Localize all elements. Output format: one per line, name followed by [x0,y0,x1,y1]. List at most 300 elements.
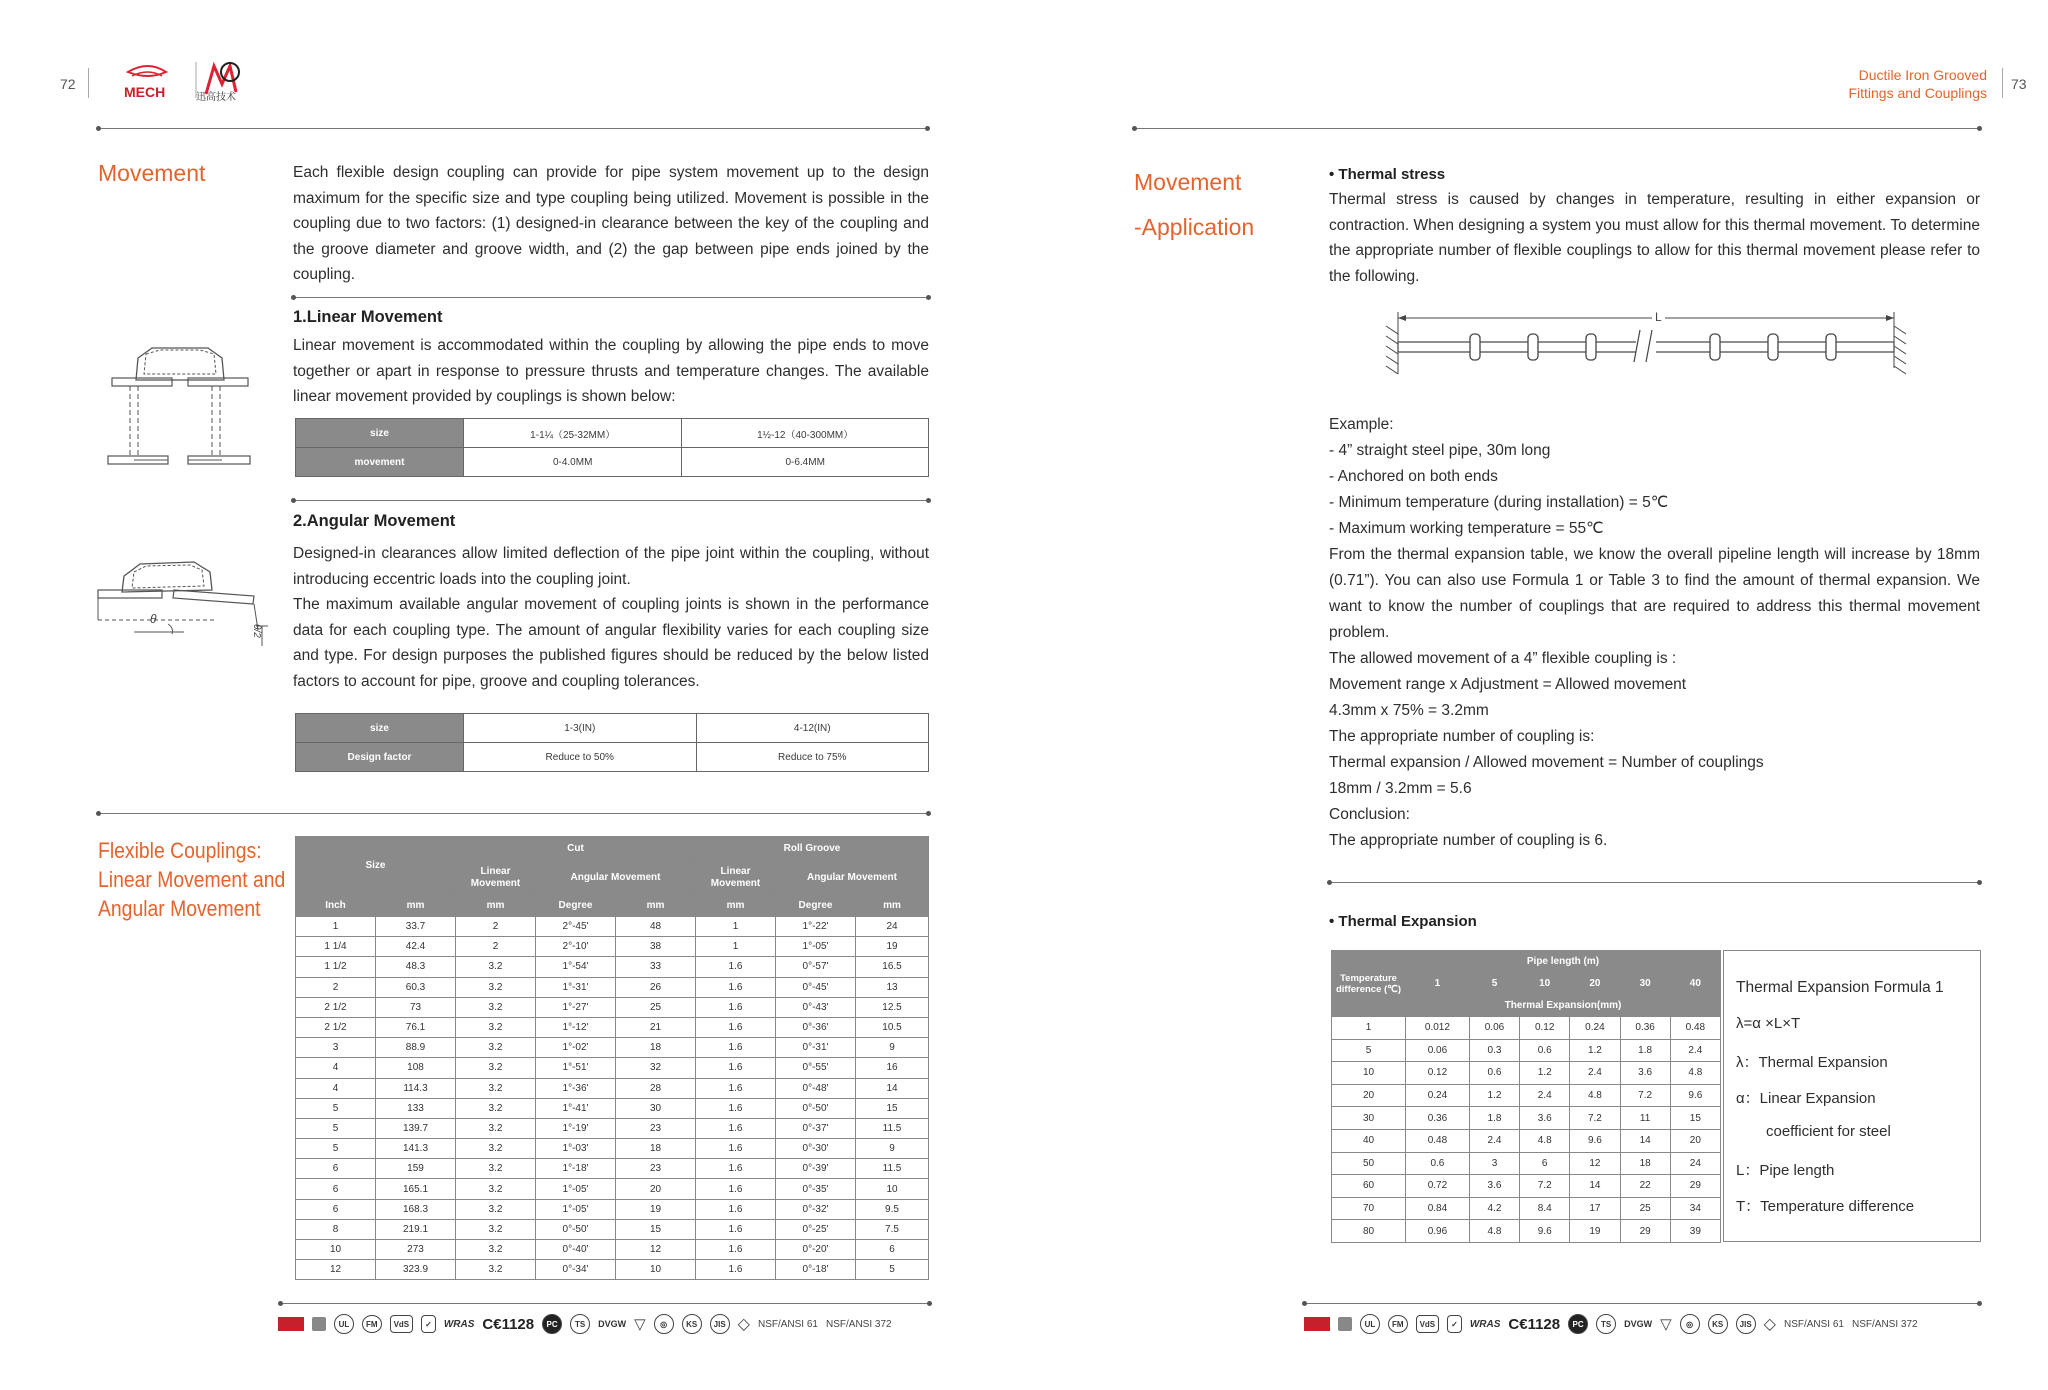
table-cell: 3.2 [456,1260,536,1280]
table-cell: 4.8 [1520,1129,1570,1152]
table-cell: 0.72 [1406,1175,1470,1198]
table-cell: 1.2 [1570,1039,1620,1062]
right-page [1024,0,2048,1390]
table-cell: 5 [1332,1039,1406,1062]
header-line: Ductile Iron Grooved [1858,67,1987,83]
thermal-stress-heading: • Thermal stress [1329,166,1446,183]
table-cell: 9.6 [1570,1129,1620,1152]
table-row [1332,1084,1721,1107]
table-cell: 29 [1620,1220,1670,1243]
table-cell: 3.2 [456,1219,536,1239]
example-line: - Maximum working temperature = 55℃ [1329,520,1604,537]
diagram-length-label: L [1652,310,1665,324]
table-row [296,1098,929,1118]
col-header: mm [616,895,696,917]
table-header-row [1332,951,1721,973]
col-header: mm [376,895,456,917]
table-cell: 3.2 [456,1199,536,1219]
example-line: 4.3mm x 75% = 3.2mm [1329,702,1489,719]
table-cell: 1°-02' [536,1038,616,1058]
table-cell: 0°-45' [776,977,856,997]
table-cell: 0°-48' [776,1078,856,1098]
table-cell: 22 [1620,1175,1670,1198]
table-row [296,1118,929,1138]
movement-heading: Movement [98,160,206,186]
table-cell: 10 [616,1260,696,1280]
ts-mark-icon: TS [570,1314,590,1334]
rule-linear [293,297,929,298]
table-cell: 29 [1670,1175,1720,1198]
table-cell: 7.2 [1570,1107,1620,1130]
table-cell: 1 1/4 [296,937,376,957]
table-cell: 4.2 [1469,1197,1519,1220]
table-cell: 1 [696,937,776,957]
thermal-expansion-heading: • Thermal Expansion [1329,913,1477,930]
table-cell: 6 [296,1159,376,1179]
table-cell: 0°-31' [776,1038,856,1058]
table-cell: movement [296,448,464,477]
triangle-mark-icon: ▽ [1660,1316,1672,1333]
table-cell: 159 [376,1159,456,1179]
example-line: The appropriate number of coupling is: [1329,728,1595,745]
table-cell: 26 [616,977,696,997]
table-cell: 1.6 [696,1179,776,1199]
table-row [1332,1197,1721,1220]
table-cell: 3 [296,1038,376,1058]
table-header-row [296,895,929,917]
col-header: 10 [1520,973,1570,995]
table-row [296,743,929,772]
table-cell: 7.2 [1520,1175,1570,1198]
right-header [1848,66,1987,102]
round-mark-icon: ◎ [1680,1314,1700,1334]
angular-movement-paragraph-2: The maximum available angular movement of coupling joints is shown in the performance data for each coupling type. The amount of angular flexibility varies for each coupling size and type. For design purposes the published figures should be reduced by the below listed factors to account for pipe, groove and coupling tolerances. [293,596,929,690]
table-cell: 42.4 [376,937,456,957]
table-cell: 19 [856,937,929,957]
table-cell: 23 [616,1159,696,1179]
page-number-left: 72 [60,76,76,92]
table-cell: 19 [1570,1220,1620,1243]
table-cell: 30 [616,1098,696,1118]
ks-mark-icon: KS [1708,1314,1728,1334]
table-cell: 1°-41' [536,1098,616,1118]
table-cell: 0°-43' [776,997,856,1017]
heading-line: Movement [1134,169,1242,195]
ce-mark-icon: C€1128 [482,1315,535,1333]
table-cell: 1 [696,917,776,937]
table-row [296,419,929,448]
table-cell: 14 [1570,1175,1620,1198]
table-cell: 1.8 [1469,1107,1519,1130]
table-row [296,957,929,977]
flag-icon [1304,1317,1330,1331]
table-cell: 11 [1620,1107,1670,1130]
table-cell: 2.4 [1670,1039,1720,1062]
table-cell: 3.2 [456,1240,536,1260]
table-cell: 1½-12（40-300MM） [682,419,929,448]
table-cell: 24 [856,917,929,937]
table-cell: 0°-18' [776,1260,856,1280]
table-cell: 0-4.0MM [464,448,682,477]
table-cell: 0.36 [1406,1107,1470,1130]
table-cell: 7.2 [1620,1084,1670,1107]
table-cell: 0.48 [1406,1129,1470,1152]
table-cell: 1.6 [696,1199,776,1219]
table-cell: 0°-55' [776,1058,856,1078]
table-cell: 1.6 [696,1078,776,1098]
table-cell: 1.6 [696,1139,776,1159]
table-cell: 1.6 [696,1058,776,1078]
table-row [296,1219,929,1239]
table-cell: 3.2 [456,1078,536,1098]
fm-approved-icon: FM [1388,1315,1408,1333]
flex-couplings-table [295,836,929,1280]
table-cell: 6 [296,1179,376,1199]
formula-line: α：Linear Expansion [1736,1090,1876,1107]
table-row [1332,1175,1721,1198]
bottom-rule-left [280,1303,930,1304]
table-cell: 1.6 [696,1118,776,1138]
wras-icon: WRAS [1469,1318,1501,1330]
table-cell: 1°-27' [536,997,616,1017]
table-cell: 88.9 [376,1038,456,1058]
table-row [296,1058,929,1078]
table-cell: 141.3 [376,1139,456,1159]
jis-mark-icon: JIS [1736,1314,1756,1334]
table-cell: 108 [376,1058,456,1078]
table-cell: 38 [616,937,696,957]
table-row [296,977,929,997]
heading-line: -Application [1134,214,1255,240]
table-cell: 6 [1520,1152,1570,1175]
table-cell: 6 [856,1240,929,1260]
table-cell: 34 [1670,1197,1720,1220]
table-cell: 30 [1332,1107,1406,1130]
col-header: mm [696,895,776,917]
table-cell: 1°-22' [776,917,856,937]
table-cell: 5 [296,1139,376,1159]
rule-angular [293,500,929,501]
table-cell: 0.48 [1670,1017,1720,1040]
table-cell: 2.4 [1469,1129,1519,1152]
flag-icon [278,1317,304,1331]
table-row [1332,1107,1721,1130]
table-cell: 1°-54' [536,957,616,977]
nsf61-label: NSF/ANSI 61 [757,1318,818,1330]
table-cell: 3.2 [456,1098,536,1118]
col-header: Cut [456,837,696,861]
certifications-right [1304,1314,1918,1334]
table-cell: 9.6 [1670,1084,1720,1107]
nsf61-label: NSF/ANSI 61 [1783,1318,1844,1330]
table-cell: 1-1¼（25-32MM） [464,419,682,448]
example-line: From the thermal expansion table, we know the overall pipeline length will increase by 18mm (0.71”). You can also use Formula 1 or Table 3 to find the amount of thermal expansion. We want to know the number of couplings that are required to address this thermal movement problem. [1329,546,1980,641]
table-cell: 2 1/2 [296,997,376,1017]
table-cell: 33.7 [376,917,456,937]
cert-badge-icon [312,1317,326,1331]
table-row [296,997,929,1017]
col-header: Thermal Expansion(mm) [1406,995,1721,1017]
table-cell: 1°-03' [536,1139,616,1159]
table-row [296,1017,929,1037]
table-cell: 0°-34' [536,1260,616,1280]
linear-movement-heading: 1.Linear Movement [293,308,443,326]
ks-mark-icon: KS [682,1314,702,1334]
table-cell: 15 [616,1219,696,1239]
table-row [1332,1017,1721,1040]
table-cell: 4-12(IN) [696,714,929,743]
table-cell: 2 1/2 [296,1017,376,1037]
theta-label: θ [150,612,157,626]
top-rule-left [98,128,928,129]
col-header: 5 [1469,973,1519,995]
cert-badge-icon [1338,1317,1352,1331]
example-line: - Anchored on both ends [1329,468,1498,485]
table-cell: 60 [1332,1175,1406,1198]
table-cell: 3 [1469,1152,1519,1175]
table-cell: 0.96 [1406,1220,1470,1243]
table-cell: 1°-12' [536,1017,616,1037]
table-cell: 1 [296,917,376,937]
table-row [296,1260,929,1280]
table-cell: 1 1/2 [296,957,376,977]
table-cell: 9.6 [1520,1220,1570,1243]
table-cell: 0°-39' [776,1159,856,1179]
col-header: mm [856,895,929,917]
nsf372-label: NSF/ANSI 372 [826,1318,892,1330]
jis-mark-icon: JIS [710,1314,730,1334]
col-header: Inch [296,895,376,917]
table-cell: 1.2 [1520,1062,1570,1085]
logo-cn-text: 迅高技术 [196,92,236,103]
table-cell: 12 [1570,1152,1620,1175]
table-cell: 3.2 [456,1058,536,1078]
col-header: Linear Movement [456,861,536,895]
table-cell: 273 [376,1240,456,1260]
table-cell: 0°-36' [776,1017,856,1037]
table-cell: 20 [616,1179,696,1199]
table-cell: 1°-05' [536,1199,616,1219]
col-header: Angular Movement [776,861,929,895]
bottom-rule-right [1304,1303,1980,1304]
flex-heading-line: Linear Movement and [98,867,286,892]
theta-half-label: θ/2 [251,624,262,638]
table-cell: 3.2 [456,977,536,997]
flex-heading-line: Flexible Couplings: [98,838,262,863]
linear-movement-table [295,418,929,477]
table-cell: 1.8 [1620,1039,1670,1062]
table-cell: 1.6 [696,997,776,1017]
table-cell: 1°-18' [536,1159,616,1179]
table-cell: 0.12 [1406,1062,1470,1085]
linear-movement-paragraph: Linear movement is accommodated within the coupling by allowing the pipe ends to move together or apart in response to pressure thrusts and temperature changes. The available linear movement provided by couplings is shown below: [293,337,929,405]
table-cell: 10 [1332,1062,1406,1085]
table-cell: 4.8 [1670,1062,1720,1085]
table-cell: 0.6 [1469,1062,1519,1085]
col-header: Temperature difference (℃) [1332,951,1406,1017]
table-row [296,937,929,957]
table-row [296,1179,929,1199]
example-line: Conclusion: [1329,806,1410,823]
formula-line: coefficient for steel [1766,1123,1891,1140]
table-cell: 15 [856,1098,929,1118]
table-cell: 6 [296,1199,376,1219]
table-cell: 3.2 [456,1017,536,1037]
pc-mark-icon: PC [542,1314,562,1334]
cert-box-icon: ✓ [421,1315,436,1333]
pc-mark-icon: PC [1568,1314,1588,1334]
table-cell: 25 [1620,1197,1670,1220]
top-rule-right [1134,128,1980,129]
table-cell: 13 [856,977,929,997]
cert-box-icon: ✓ [1447,1315,1462,1333]
table-row [1332,1220,1721,1243]
dvgw-icon: DVGW [1624,1319,1653,1329]
example-line: Thermal expansion / Allowed movement = Number of couplings [1329,754,1764,771]
table-cell: 9 [856,1139,929,1159]
round-mark-icon: ◎ [654,1314,674,1334]
table-cell: 1.6 [696,977,776,997]
design-factor-table [295,713,929,772]
table-cell: 1°-51' [536,1058,616,1078]
vds-icon: VdS [1416,1315,1440,1333]
table-cell: 21 [616,1017,696,1037]
table-cell: 16 [856,1058,929,1078]
table-cell: 80 [1332,1220,1406,1243]
rule-thermal-expansion [1329,882,1980,883]
table-cell: 0°-37' [776,1118,856,1138]
table-cell: 1.6 [696,1017,776,1037]
table-cell: 3.2 [456,997,536,1017]
table-cell: 18 [1620,1152,1670,1175]
col-header: 40 [1670,973,1720,995]
table-cell: 32 [616,1058,696,1078]
table-cell: 0°-50' [536,1219,616,1239]
table-row [296,917,929,937]
table-cell: 12 [616,1240,696,1260]
table-cell: 2.4 [1520,1084,1570,1107]
table-cell: 39 [1670,1220,1720,1243]
formula-equation: λ=α ×L×T [1736,1015,1801,1032]
col-header: 1 [1406,973,1470,995]
table-cell: 23 [616,1118,696,1138]
table-cell: 3.2 [456,1118,536,1138]
linear-coupling-drawing [104,340,254,470]
formula-line: λ：Thermal Expansion [1736,1054,1888,1071]
table-cell: 76.1 [376,1017,456,1037]
table-cell: 3.6 [1620,1062,1670,1085]
table-cell: size [296,714,464,743]
table-cell: 2 [456,937,536,957]
example-block [1329,412,1980,854]
table-cell: 10.5 [856,1017,929,1037]
table-cell: 0.24 [1406,1084,1470,1107]
formula-line: L：Pipe length [1736,1162,1835,1179]
table-cell: 219.1 [376,1219,456,1239]
table-row [1332,1152,1721,1175]
table-cell: 18 [616,1038,696,1058]
header-line: Fittings and Couplings [1848,85,1987,101]
table-row [296,1139,929,1159]
pipeline-diagram [1364,308,1924,388]
col-header: Size [296,837,456,895]
table-cell: 24 [1670,1152,1720,1175]
table-cell: 3.2 [456,1038,536,1058]
table-cell: 1.6 [696,1098,776,1118]
table-cell: 4 [296,1058,376,1078]
table-cell: 1.2 [1469,1084,1519,1107]
ts-mark-icon: TS [1596,1314,1616,1334]
certifications-left [278,1314,892,1334]
example-line: Example: [1329,416,1394,433]
flex-heading [98,836,285,923]
table-cell: 114.3 [376,1078,456,1098]
table-cell: 20 [1670,1129,1720,1152]
table-cell: 14 [1620,1129,1670,1152]
table-cell: 0.6 [1520,1039,1570,1062]
table-cell: 12 [296,1260,376,1280]
table-cell: 20 [1332,1084,1406,1107]
table-cell: 18 [616,1139,696,1159]
movement-paragraph: Each flexible design coupling can provide for pipe system movement up to the design maximum for the specific size and type coupling being utilized. Movement is possible in the coupling due to two factors: (1) designed-in clearance between the key of the coupling and the groove diameter and groove width, and (2) the gap between pipe ends joined by the coupling. [293,164,929,283]
table-cell: 1°-31' [536,977,616,997]
table-cell: 1.6 [696,1260,776,1280]
vds-icon: VdS [390,1315,414,1333]
table-row [296,1240,929,1260]
table-row [296,1199,929,1219]
col-header: Linear Movement [696,861,776,895]
table-cell: 0.06 [1406,1039,1470,1062]
table-cell: 0°-32' [776,1199,856,1219]
logo-text: MECH [124,84,166,100]
table-cell: 25 [616,997,696,1017]
table-cell: 48.3 [376,957,456,977]
table-cell: 17 [1570,1197,1620,1220]
table-cell: 2°-45' [536,917,616,937]
col-header: Roll Groove [696,837,929,861]
table-cell: Reduce to 75% [696,743,929,772]
table-cell: 0°-57' [776,957,856,977]
table-cell: 7.5 [856,1219,929,1239]
table-cell: 133 [376,1098,456,1118]
table-cell: 4.8 [1570,1084,1620,1107]
table-row [296,1038,929,1058]
col-header: mm [456,895,536,917]
table-cell: 14 [856,1078,929,1098]
table-cell: 3.6 [1520,1107,1570,1130]
example-line: 18mm / 3.2mm = 5.6 [1329,780,1472,797]
table-cell: 1 [1332,1017,1406,1040]
angular-movement-paragraph-1: Designed-in clearances allow limited deflection of the pipe joint within the coupling, without introducing eccentric loads into the coupling joint. [293,545,929,588]
nsf372-label: NSF/ANSI 372 [1852,1318,1918,1330]
table-cell: 19 [616,1199,696,1219]
table-cell: 48 [616,917,696,937]
table-cell: size [296,419,464,448]
table-cell: 2 [456,917,536,937]
table-cell: 4 [296,1078,376,1098]
formula-title: Thermal Expansion Formula 1 [1736,979,1944,996]
table-cell: 11.5 [856,1118,929,1138]
table-cell: 0°-50' [776,1098,856,1118]
table-cell: 1.6 [696,1219,776,1239]
table-cell: 12.5 [856,997,929,1017]
table-cell: 70 [1332,1197,1406,1220]
table-cell: 1.6 [696,957,776,977]
rule-flex [98,813,929,814]
table-cell: 16.5 [856,957,929,977]
table-cell: 1°-05' [776,937,856,957]
table-cell: 1°-05' [536,1179,616,1199]
